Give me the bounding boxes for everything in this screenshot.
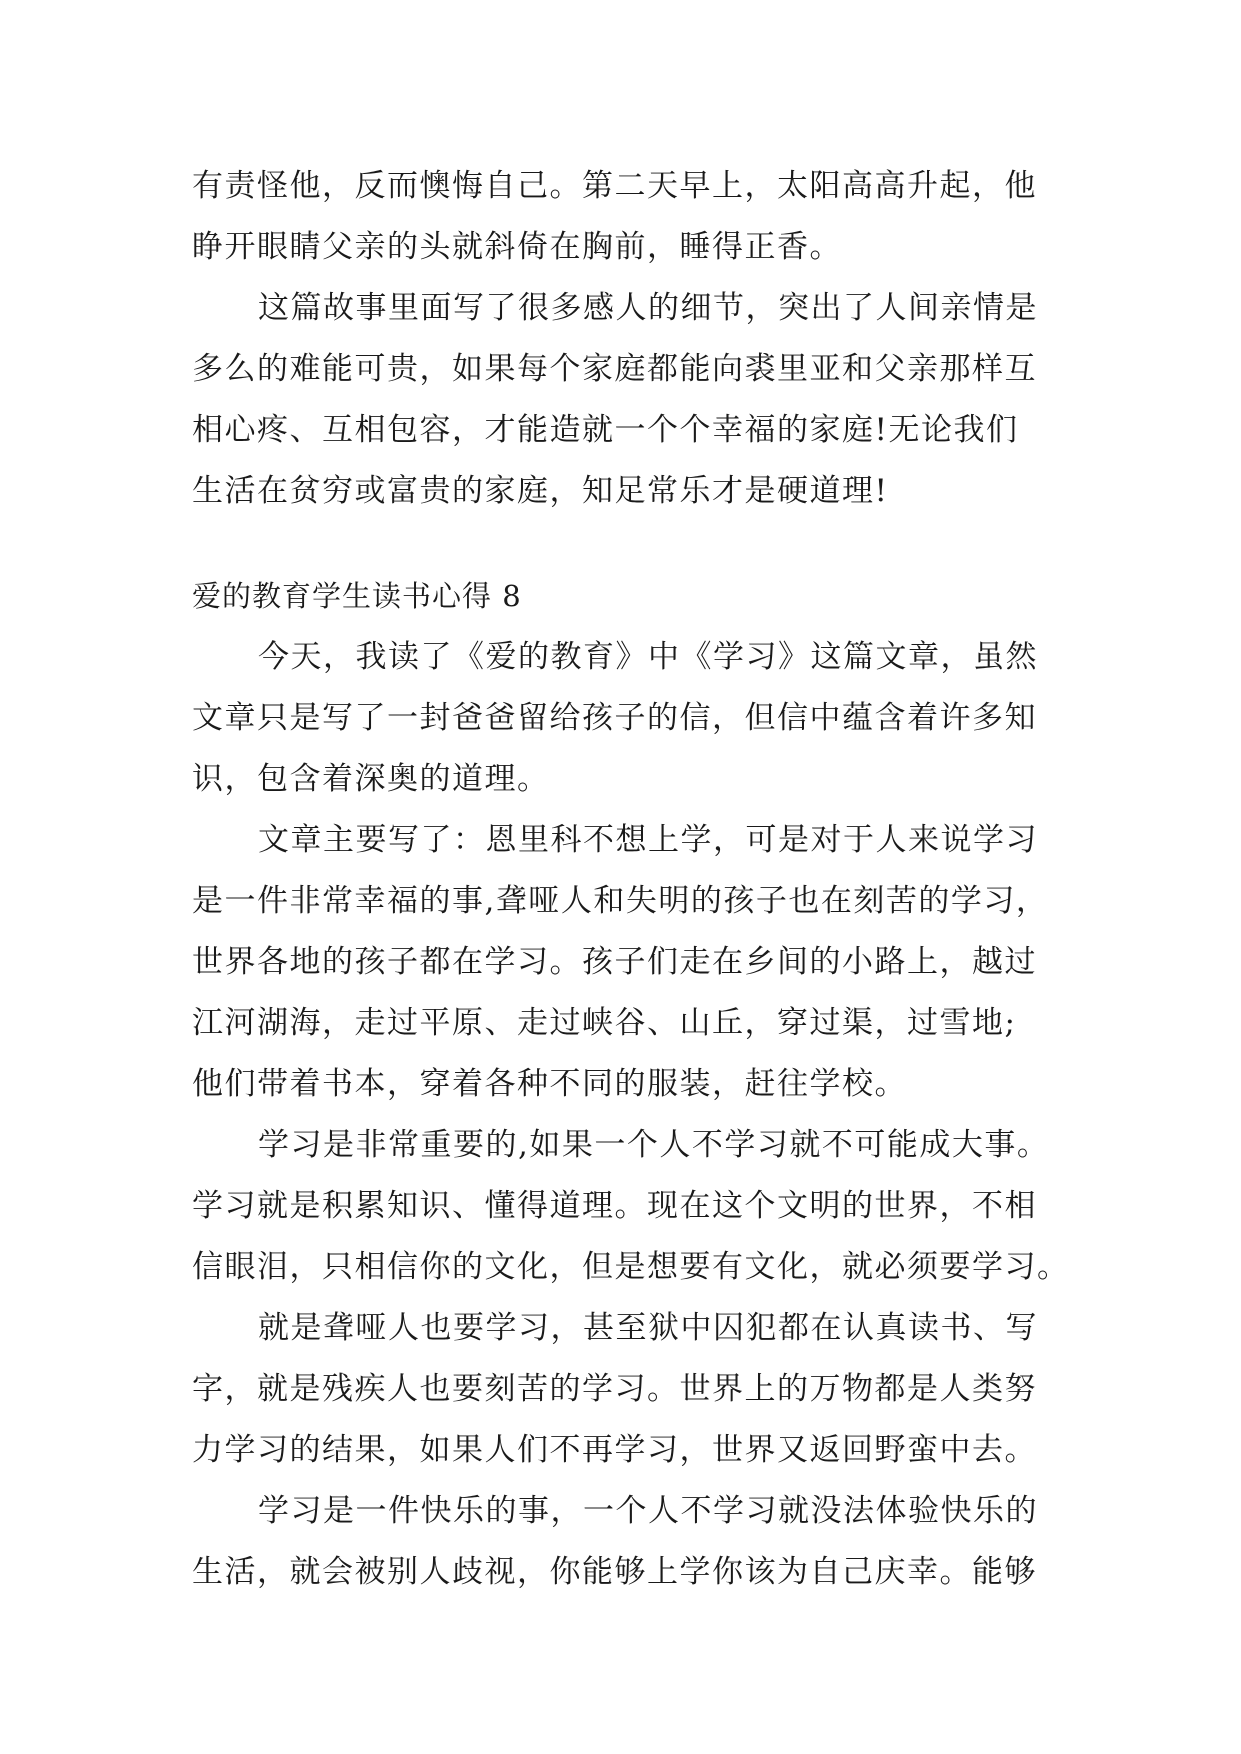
- paragraph-1: [192, 627, 1052, 810]
- text-line: 今天，我读了《爱的教育》中《学习》这篇文章，虽然: [258, 639, 1038, 675]
- continuation-paragraph: [192, 156, 1052, 278]
- text-line: 信眼泪，只相信你的文化，但是想要有文化，就必须要学习。: [192, 1249, 1070, 1285]
- paragraph-3: [192, 1115, 1070, 1298]
- text-line: 这篇故事里面写了很多感人的细节，突出了人间亲情是: [258, 290, 1038, 326]
- text-line: 多么的难能可贵，如果每个家庭都能向裘里亚和父亲那样互: [192, 351, 1037, 387]
- summary-paragraph: [192, 278, 1052, 522]
- text-line: 学习是非常重要的,如果一个人不学习就不可能成大事。: [258, 1127, 1050, 1163]
- text-line: 文章主要写了：恩里科不想上学，可是对于人来说学习: [258, 822, 1038, 858]
- text-line: 字，就是残疾人也要刻苦的学习。世界上的万物都是人类努: [192, 1371, 1037, 1407]
- text-line: 生活在贫穷或富贵的家庭，知足常乐才是硬道理!: [192, 473, 889, 509]
- text-line: 江河湖海，走过平原、走过峡谷、山丘，穿过渠，过雪地;: [192, 1005, 1017, 1041]
- text-line: 世界各地的孩子都在学习。孩子们走在乡间的小路上，越过: [192, 944, 1037, 980]
- text-line: 他们带着书本，穿着各种不同的服装，赶往学校。: [192, 1066, 907, 1102]
- paragraph-4: [192, 1298, 1052, 1481]
- text-line: 就是聋哑人也要学习，甚至狱中囚犯都在认真读书、写: [258, 1310, 1038, 1346]
- text-line: 力学习的结果，如果人们不再学习，世界又返回野蛮中去。: [192, 1432, 1037, 1468]
- text-line: 有责怪他，反而懊悔自己。第二天早上，太阳高高升起，他: [192, 168, 1037, 204]
- text-line: 识，包含着深奥的道理。: [192, 761, 550, 797]
- section-title: 爱的教育学生读书心得 8: [192, 579, 522, 613]
- text-line: 学习是一件快乐的事，一个人不学习就没法体验快乐的: [258, 1493, 1038, 1529]
- paragraph-5: [192, 1481, 1052, 1603]
- text-line: 睁开眼睛父亲的头就斜倚在胸前，睡得正香。: [192, 229, 842, 265]
- body-paragraphs: [192, 627, 1070, 1603]
- text-line: 文章只是写了一封爸爸留给孩子的信，但信中蕴含着许多知: [192, 700, 1037, 736]
- text-line: 是一件非常幸福的事,聋哑人和失明的孩子也在刻苦的学习，: [192, 883, 1049, 919]
- text-line: 学习就是积累知识、懂得道理。现在这个文明的世界，不相: [192, 1188, 1037, 1224]
- text-line: 相心疼、互相包容，才能造就一个个幸福的家庭!无论我们: [192, 412, 1019, 448]
- paragraph-2: [192, 810, 1052, 1115]
- text-line: 生活，就会被别人歧视，你能够上学你该为自己庆幸。能够: [192, 1554, 1037, 1590]
